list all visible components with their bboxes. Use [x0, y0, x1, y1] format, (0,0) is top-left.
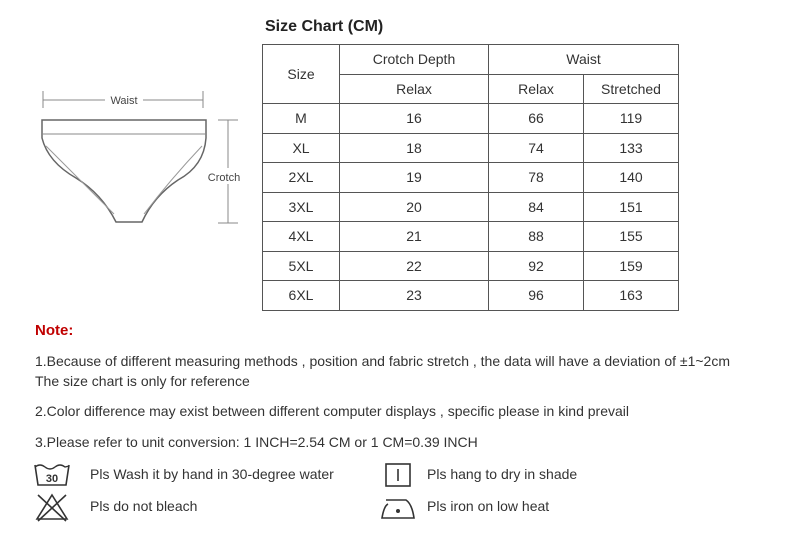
underwear-diagram: [30, 88, 255, 238]
cell-waist-stretched: 119: [584, 104, 679, 134]
cell-crotch: 18: [340, 133, 489, 163]
underwear-outline: [42, 120, 206, 222]
subheader-crotch-relax: Relax: [340, 74, 489, 104]
size-chart-title: Size Chart (CM): [265, 18, 384, 35]
cell-waist-relax: 84: [489, 192, 584, 222]
care-iron-text: Pls iron on low heat: [427, 498, 550, 514]
table-row: [263, 163, 679, 193]
header-size: Size: [263, 45, 340, 104]
cell-crotch: 22: [340, 251, 489, 281]
hand-wash-icon: [33, 461, 71, 489]
cell-waist-relax: 66: [489, 104, 584, 134]
table-header-row: [263, 45, 679, 75]
care-wash-text: Pls Wash it by hand in 30-degree water: [90, 466, 334, 482]
cell-waist-stretched: 140: [584, 163, 679, 193]
care-bleach-text: Pls do not bleach: [90, 498, 198, 514]
cell-size: 3XL: [263, 192, 340, 222]
cell-size: XL: [263, 133, 340, 163]
table-row: [263, 281, 679, 311]
cell-size: 5XL: [263, 251, 340, 281]
cell-crotch: 16: [340, 104, 489, 134]
header-crotch-depth: Crotch Depth: [340, 45, 489, 75]
cell-crotch: 20: [340, 192, 489, 222]
note-label: Note:: [35, 322, 74, 339]
waist-label: Waist: [110, 95, 138, 107]
cell-waist-stretched: 151: [584, 192, 679, 222]
care-dry-text: Pls hang to dry in shade: [427, 466, 578, 482]
cell-waist-stretched: 155: [584, 222, 679, 252]
cell-crotch: 21: [340, 222, 489, 252]
note-line-1b: The size chart is only for reference: [35, 373, 250, 389]
cell-waist-relax: 96: [489, 281, 584, 311]
table-row: [263, 133, 679, 163]
note-line-2: 2.Color difference may exist between different computer displays , specific please in kind prevail: [35, 403, 630, 419]
cell-size: 4XL: [263, 222, 340, 252]
size-table: [262, 44, 679, 311]
subheader-waist-stretched: Stretched: [584, 74, 679, 104]
table-row: [263, 192, 679, 222]
cell-waist-relax: 88: [489, 222, 584, 252]
cell-size: M: [263, 104, 340, 134]
cell-waist-stretched: 133: [584, 133, 679, 163]
hang-dry-icon: [384, 462, 412, 488]
note-line-3: 3.Please refer to unit conversion: 1 INCH=2.54 CM or 1 CM=0.39 INCH: [35, 434, 478, 450]
table-row: [263, 104, 679, 134]
cell-size: 2XL: [263, 163, 340, 193]
cell-waist-relax: 74: [489, 133, 584, 163]
cell-waist-relax: 78: [489, 163, 584, 193]
note-line-1a: 1.Because of different measuring methods , position and fabric stretch , the data will have a deviation of ±1~2cm: [35, 353, 730, 369]
cell-waist-stretched: 159: [584, 251, 679, 281]
iron-low-icon: [378, 494, 418, 522]
subheader-waist-relax: Relax: [489, 74, 584, 104]
cell-crotch: 23: [340, 281, 489, 311]
cell-waist-relax: 92: [489, 251, 584, 281]
table-row: [263, 251, 679, 281]
header-waist: Waist: [489, 45, 679, 75]
cell-waist-stretched: 163: [584, 281, 679, 311]
table-row: [263, 222, 679, 252]
crotch-label: Crotch: [207, 172, 241, 184]
cell-size: 6XL: [263, 281, 340, 311]
wash-temperature: 30: [45, 473, 59, 485]
cell-crotch: 19: [340, 163, 489, 193]
no-bleach-icon: [34, 492, 70, 522]
